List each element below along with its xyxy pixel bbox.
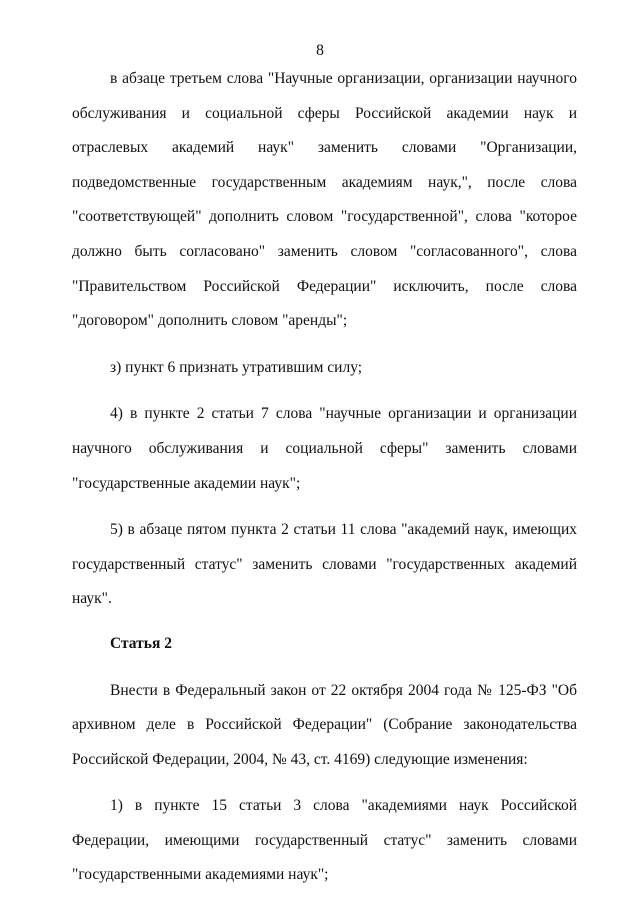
paragraph-amendment-third-subparagraph: в абзаце третьем слова "Научные организации, организации научного обслуживания и социальной сферы Российской академии наук и отраслевых академий наук" заменить словами "Организации, подведомственные государственным академиям наук,", после слова "соответствующей" дополнить словом "государственной", слова "которое должно быть согласовано" заменить словом "согласованного", слова "Правительством Российской Федерации" исключить, после слова "договором" дополнить словом "аренды"; bbox=[72, 70, 577, 330]
article-2-heading: Статья 2 bbox=[110, 634, 172, 652]
article-2-item-1: 1) в пункте 15 статьи 3 слова "академиями наук Российской Федерации, имеющими государственный статус" заменить словами "государственными академиями наук"; bbox=[72, 797, 577, 884]
page-number: 8 bbox=[316, 42, 324, 59]
article-2-intro: Внести в Федеральный закон от 22 октября 2004 года № 125-ФЗ "Об архивном деле в Российской Федерации" (Собрание законодательства Российской Федерации, 2004, № 43, ст. 4169) следующие изменения: bbox=[72, 681, 577, 768]
paragraph-item-4: 4) в пункте 2 статьи 7 слова "научные организации и организации научного обслуживания и социальной сферы" заменить словами "государственные академии наук"; bbox=[72, 405, 577, 492]
paragraph-item-5: 5) в абзаце пятом пункта 2 статьи 11 слова "академий наук, имеющих государственный статус" заменить словами "государственных академий наук". bbox=[72, 521, 577, 608]
document-body bbox=[72, 62, 577, 893]
paragraph-item-z: з) пункт 6 признать утратившим силу; bbox=[110, 358, 363, 376]
